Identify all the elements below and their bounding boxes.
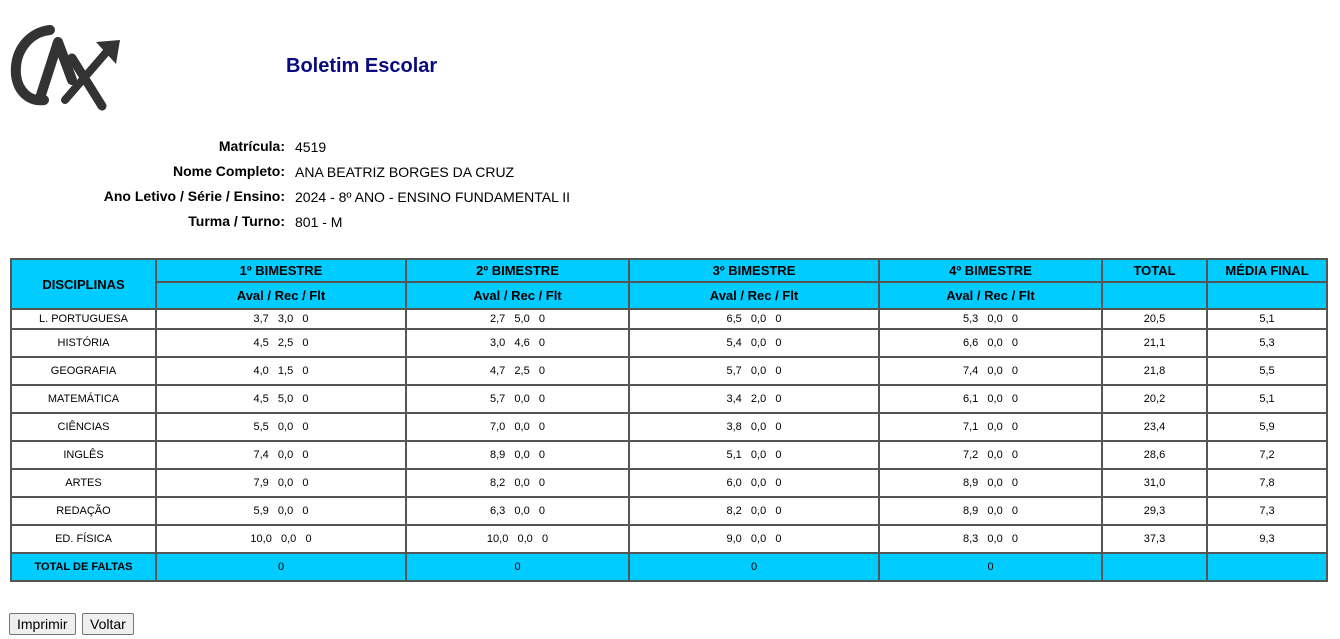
total-cell: 29,3 — [1102, 497, 1207, 525]
total-cell: 20,2 — [1102, 385, 1207, 413]
total-cell: 37,3 — [1102, 525, 1207, 553]
total-cell: 23,4 — [1102, 413, 1207, 441]
bimestre-1-subheader: Aval / Rec / Flt — [156, 282, 406, 309]
bimestre-3-cell: 6,0 0,0 0 — [629, 469, 879, 497]
print-button[interactable]: Imprimir — [9, 613, 76, 635]
disciplina-cell: REDAÇÃO — [11, 497, 156, 525]
disciplina-cell: CIÊNCIAS — [11, 413, 156, 441]
bimestre-2-cell: 7,0 0,0 0 — [406, 413, 629, 441]
total-cell: 31,0 — [1102, 469, 1207, 497]
disciplina-cell: ARTES — [11, 469, 156, 497]
bimestre-1-cell: 7,4 0,0 0 — [156, 441, 406, 469]
info-row-turma — [0, 211, 700, 236]
nome-label: Nome Completo: — [173, 163, 285, 179]
media-final-cell: 5,3 — [1207, 329, 1327, 357]
disciplina-cell: ED. FÍSICA — [11, 525, 156, 553]
ano-label: Ano Letivo / Série / Ensino: — [103, 188, 285, 204]
disciplina-cell: MATEMÁTICA — [11, 385, 156, 413]
media-final-header: MÉDIA FINAL — [1207, 259, 1327, 282]
total-cell: 21,8 — [1102, 357, 1207, 385]
table-row — [11, 357, 1327, 385]
bimestre-4-subheader: Aval / Rec / Flt — [879, 282, 1102, 309]
table-row — [11, 413, 1327, 441]
total-cell: 28,6 — [1102, 441, 1207, 469]
bimestre-1-cell: 10,0 0,0 0 — [156, 525, 406, 553]
action-buttons — [9, 613, 136, 635]
bimestre-2-cell: 8,9 0,0 0 — [406, 441, 629, 469]
bimestre-4-cell: 7,4 0,0 0 — [879, 357, 1102, 385]
bimestre-3-header: 3º BIMESTRE — [629, 259, 879, 282]
bimestre-2-subheader: Aval / Rec / Flt — [406, 282, 629, 309]
grades-body — [11, 309, 1327, 553]
table-row — [11, 309, 1327, 329]
bimestre-4-cell: 8,9 0,0 0 — [879, 497, 1102, 525]
faltas-b3: 0 — [629, 553, 879, 581]
bimestre-2-cell: 6,3 0,0 0 — [406, 497, 629, 525]
bimestre-2-cell: 5,7 0,0 0 — [406, 385, 629, 413]
table-row — [11, 469, 1327, 497]
info-row-nome — [0, 161, 700, 186]
bimestre-1-header: 1º BIMESTRE — [156, 259, 406, 282]
bimestre-3-cell: 9,0 0,0 0 — [629, 525, 879, 553]
info-row-matricula — [0, 136, 700, 161]
bimestre-4-cell: 6,6 0,0 0 — [879, 329, 1102, 357]
grades-table — [10, 258, 1328, 582]
bimestre-1-cell: 5,9 0,0 0 — [156, 497, 406, 525]
total-cell: 21,1 — [1102, 329, 1207, 357]
media-final-cell: 7,3 — [1207, 497, 1327, 525]
bimestre-4-cell: 6,1 0,0 0 — [879, 385, 1102, 413]
media-subheader — [1207, 282, 1327, 309]
info-row-ano — [0, 186, 700, 211]
faltas-b1: 0 — [156, 553, 406, 581]
faltas-total-empty — [1102, 553, 1207, 581]
bimestre-3-cell: 6,5 0,0 0 — [629, 309, 879, 329]
table-row — [11, 329, 1327, 357]
media-final-cell: 7,8 — [1207, 469, 1327, 497]
table-row — [11, 497, 1327, 525]
faltas-b4: 0 — [879, 553, 1102, 581]
page-title: Boletim Escolar — [286, 55, 438, 77]
disciplina-cell: INGLÊS — [11, 441, 156, 469]
bimestre-1-cell: 5,5 0,0 0 — [156, 413, 406, 441]
nome-value: ANA BEATRIZ BORGES DA CRUZ — [295, 164, 515, 180]
bimestre-2-header: 2º BIMESTRE — [406, 259, 629, 282]
media-final-cell: 5,9 — [1207, 413, 1327, 441]
bimestre-2-cell: 10,0 0,0 0 — [406, 525, 629, 553]
media-final-cell: 5,5 — [1207, 357, 1327, 385]
bimestre-4-header: 4º BIMESTRE — [879, 259, 1102, 282]
bimestre-2-cell: 8,2 0,0 0 — [406, 469, 629, 497]
media-final-cell: 5,1 — [1207, 309, 1327, 329]
bimestre-2-cell: 4,7 2,5 0 — [406, 357, 629, 385]
faltas-b2: 0 — [406, 553, 629, 581]
bimestre-3-cell: 3,4 2,0 0 — [629, 385, 879, 413]
bimestre-1-cell: 7,9 0,0 0 — [156, 469, 406, 497]
bimestre-2-cell: 2,7 5,0 0 — [406, 309, 629, 329]
bimestre-2-cell: 3,0 4,6 0 — [406, 329, 629, 357]
bimestre-3-cell: 8,2 0,0 0 — [629, 497, 879, 525]
bimestre-4-cell: 8,3 0,0 0 — [879, 525, 1102, 553]
back-button[interactable]: Voltar — [82, 613, 134, 635]
bimestre-1-cell: 4,5 5,0 0 — [156, 385, 406, 413]
bimestre-4-cell: 8,9 0,0 0 — [879, 469, 1102, 497]
bimestre-1-cell: 4,0 1,5 0 — [156, 357, 406, 385]
table-row — [11, 385, 1327, 413]
bimestre-4-cell: 7,1 0,0 0 — [879, 413, 1102, 441]
table-row — [11, 441, 1327, 469]
total-header: TOTAL — [1102, 259, 1207, 282]
bimestre-3-cell: 5,4 0,0 0 — [629, 329, 879, 357]
bimestre-4-cell: 7,2 0,0 0 — [879, 441, 1102, 469]
disciplina-cell: L. PORTUGUESA — [11, 309, 156, 329]
total-faltas-label: TOTAL DE FALTAS — [11, 553, 156, 581]
total-faltas-row — [11, 553, 1327, 581]
ano-value: 2024 - 8º ANO - ENSINO FUNDAMENTAL II — [295, 189, 571, 205]
bimestre-3-cell: 3,8 0,0 0 — [629, 413, 879, 441]
total-subheader — [1102, 282, 1207, 309]
faltas-media-empty — [1207, 553, 1327, 581]
matricula-label: Matrícula: — [218, 138, 285, 154]
bimestre-3-subheader: Aval / Rec / Flt — [629, 282, 879, 309]
ca-logo-icon — [10, 20, 125, 115]
disciplina-cell: GEOGRAFIA — [11, 357, 156, 385]
school-logo — [10, 20, 125, 115]
total-cell: 20,5 — [1102, 309, 1207, 329]
disciplinas-header: DISCIPLINAS — [11, 259, 156, 309]
media-final-cell: 7,2 — [1207, 441, 1327, 469]
disciplina-cell: HISTÓRIA — [11, 329, 156, 357]
turma-value: 801 - M — [295, 214, 343, 230]
table-row — [11, 525, 1327, 553]
turma-label: Turma / Turno: — [188, 213, 285, 229]
bimestre-1-cell: 4,5 2,5 0 — [156, 329, 406, 357]
bimestre-3-cell: 5,7 0,0 0 — [629, 357, 879, 385]
media-final-cell: 9,3 — [1207, 525, 1327, 553]
matricula-value: 4519 — [295, 139, 327, 155]
bimestre-3-cell: 5,1 0,0 0 — [629, 441, 879, 469]
bimestre-1-cell: 3,7 3,0 0 — [156, 309, 406, 329]
media-final-cell: 5,1 — [1207, 385, 1327, 413]
bimestre-4-cell: 5,3 0,0 0 — [879, 309, 1102, 329]
student-info — [0, 136, 700, 236]
